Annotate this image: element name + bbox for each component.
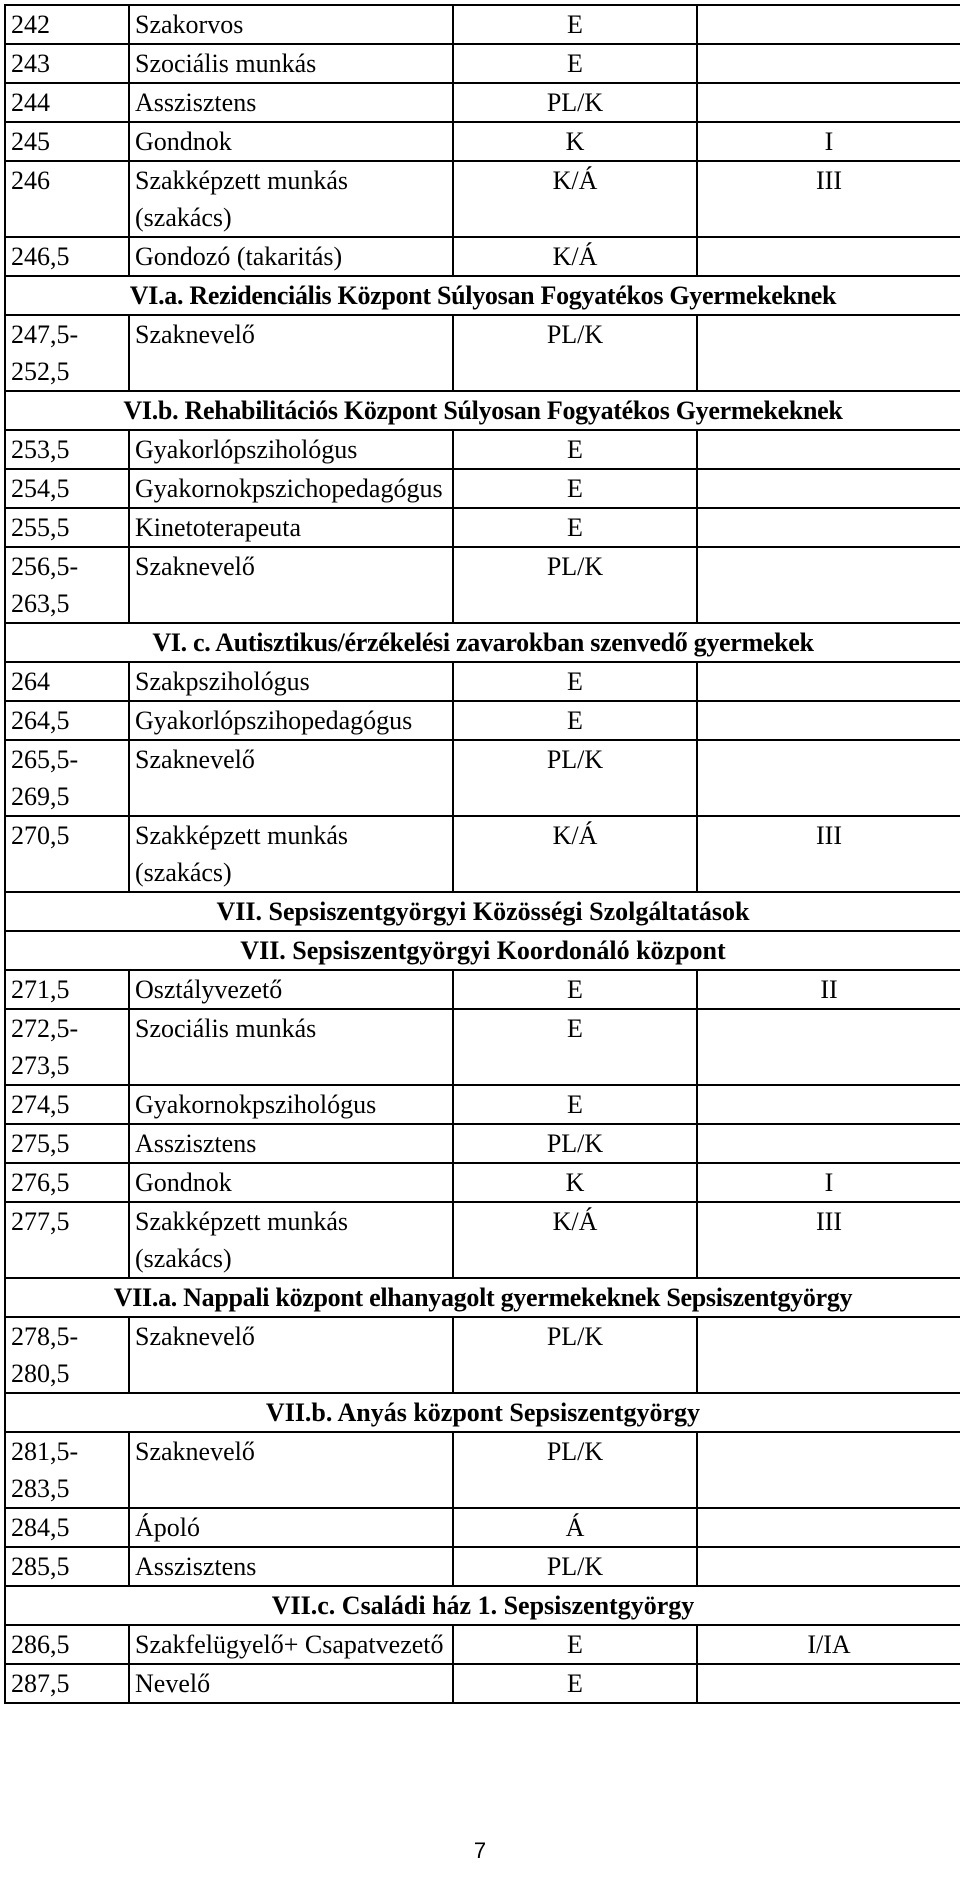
grade: [697, 430, 960, 469]
table-row: [5, 740, 960, 816]
row-number: 265,5-: [11, 745, 79, 774]
education-code: K/Á: [453, 1202, 697, 1278]
position-title: Szakorvos: [135, 10, 244, 39]
row-number: 256,5-: [11, 552, 79, 581]
position-title-cell: [129, 1009, 453, 1085]
row-number: 247,5-: [11, 320, 79, 349]
position-title: Szakképzett munkás: [135, 1207, 348, 1236]
grade: [697, 1124, 960, 1163]
education-code: E: [453, 1009, 697, 1085]
row-number-continued: 263,5: [11, 589, 70, 618]
table-row: [5, 1547, 960, 1586]
position-title: Nevelő: [135, 1669, 211, 1698]
position-title-cell: [129, 237, 453, 276]
education-code: K: [453, 122, 697, 161]
education-code: E: [453, 701, 697, 740]
row-number-cell: [5, 508, 129, 547]
table-row: [5, 1432, 960, 1508]
row-number: 264,5: [11, 706, 70, 735]
row-number-cell: [5, 662, 129, 701]
row-number: 287,5: [11, 1669, 70, 1698]
position-title-cell: [129, 1163, 453, 1202]
section-heading: VII.b. Anyás központ Sepsiszentgyörgy: [5, 1393, 960, 1432]
row-number-cell: [5, 1547, 129, 1586]
grade: [697, 508, 960, 547]
section-heading: VII. Sepsiszentgyörgyi Közösségi Szolgáltatások: [5, 892, 960, 931]
row-number: 246,5: [11, 242, 70, 271]
grade: [697, 469, 960, 508]
row-number-cell: [5, 1625, 129, 1664]
education-code: PL/K: [453, 315, 697, 391]
grade: [697, 1432, 960, 1508]
position-title-cell: [129, 508, 453, 547]
section-heading-row: [5, 892, 960, 931]
position-title-cell: [129, 740, 453, 816]
position-title-cell: [129, 1664, 453, 1703]
table-row: [5, 1508, 960, 1547]
position-title-cell: [129, 44, 453, 83]
row-number-cell: [5, 701, 129, 740]
row-number: 284,5: [11, 1513, 70, 1542]
table-row: [5, 662, 960, 701]
position-title-cell: [129, 83, 453, 122]
position-title: Szaknevelő: [135, 745, 255, 774]
table-row: [5, 1085, 960, 1124]
row-number: 242: [11, 10, 50, 39]
education-code: K/Á: [453, 237, 697, 276]
education-code: E: [453, 469, 697, 508]
position-title-cell: [129, 1508, 453, 1547]
education-code: PL/K: [453, 83, 697, 122]
position-title-cell: [129, 1317, 453, 1393]
position-title-cell: [129, 430, 453, 469]
section-heading-row: [5, 1278, 960, 1317]
row-number-cell: [5, 1664, 129, 1703]
row-number-cell: [5, 1009, 129, 1085]
position-title: Osztályvezető: [135, 975, 283, 1004]
row-number-cell: [5, 5, 129, 44]
table-row: [5, 469, 960, 508]
row-number: 255,5: [11, 513, 70, 542]
table-row: [5, 161, 960, 237]
positions-table: [4, 4, 960, 1704]
table-row: [5, 1202, 960, 1278]
education-code: PL/K: [453, 740, 697, 816]
position-title: Szakpszihológus: [135, 667, 310, 696]
position-title-cell: [129, 5, 453, 44]
grade: [697, 5, 960, 44]
section-heading: VII.a. Nappali központ elhanyagolt gyermekeknek Sepsiszentgyörgy: [5, 1278, 960, 1317]
positions-table-body: [5, 5, 960, 1703]
table-row: [5, 508, 960, 547]
position-title: Szakfelügyelő+ Csapatvezető: [135, 1630, 444, 1659]
position-title: Gondnok: [135, 127, 232, 156]
table-row: [5, 315, 960, 391]
row-number: 254,5: [11, 474, 70, 503]
row-number: 274,5: [11, 1090, 70, 1119]
row-number-cell: [5, 122, 129, 161]
education-code: K/Á: [453, 816, 697, 892]
row-number-cell: [5, 1124, 129, 1163]
education-code: E: [453, 662, 697, 701]
row-number-cell: [5, 816, 129, 892]
grade: II: [697, 970, 960, 1009]
grade: III: [697, 816, 960, 892]
table-row: [5, 816, 960, 892]
position-title-cell: [129, 161, 453, 237]
position-title-cell: [129, 122, 453, 161]
position-title-cell: [129, 701, 453, 740]
education-code: PL/K: [453, 1432, 697, 1508]
section-heading-row: [5, 1393, 960, 1432]
grade: [697, 1009, 960, 1085]
row-number-cell: [5, 970, 129, 1009]
position-title: Gyakorlópszihológus: [135, 435, 358, 464]
education-code: K: [453, 1163, 697, 1202]
position-title: Gyakornokpszichopedagógus: [135, 474, 443, 503]
education-code: E: [453, 1664, 697, 1703]
row-number: 281,5-: [11, 1437, 79, 1466]
section-heading: VI.a. Rezidenciális Központ Súlyosan Fogyatékos Gyermekeknek: [5, 276, 960, 315]
row-number: 253,5: [11, 435, 70, 464]
education-code: PL/K: [453, 1317, 697, 1393]
section-heading: VII.c. Családi ház 1. Sepsiszentgyörgy: [5, 1586, 960, 1625]
position-title-cell: [129, 315, 453, 391]
row-number: 270,5: [11, 821, 70, 850]
grade: [697, 740, 960, 816]
table-row: [5, 5, 960, 44]
grade: [697, 237, 960, 276]
table-row: [5, 1625, 960, 1664]
education-code: PL/K: [453, 1547, 697, 1586]
page-number: 7: [473, 1838, 487, 1863]
position-title: Szakképzett munkás: [135, 166, 348, 195]
table-row: [5, 83, 960, 122]
row-number-cell: [5, 315, 129, 391]
row-number-cell: [5, 740, 129, 816]
grade: I/IA: [697, 1625, 960, 1664]
position-title: Szociális munkás: [135, 1014, 317, 1043]
position-title-cell: [129, 662, 453, 701]
table-row: [5, 1124, 960, 1163]
grade: I: [697, 1163, 960, 1202]
position-title-continued: (szakács): [135, 858, 232, 887]
table-row: [5, 122, 960, 161]
position-title: Asszisztens: [135, 88, 257, 117]
education-code: E: [453, 1625, 697, 1664]
table-row: [5, 237, 960, 276]
position-title: Kinetoterapeuta: [135, 513, 302, 542]
position-title: Asszisztens: [135, 1129, 257, 1158]
education-code: E: [453, 970, 697, 1009]
row-number-cell: [5, 469, 129, 508]
section-heading: VII. Sepsiszentgyörgyi Koordonáló központ: [5, 931, 960, 970]
position-title-cell: [129, 1124, 453, 1163]
row-number-cell: [5, 1432, 129, 1508]
row-number: 245: [11, 127, 50, 156]
row-number: 286,5: [11, 1630, 70, 1659]
row-number: 275,5: [11, 1129, 70, 1158]
education-code: Á: [453, 1508, 697, 1547]
grade: [697, 1085, 960, 1124]
row-number: 278,5-: [11, 1322, 79, 1351]
row-number: 243: [11, 49, 50, 78]
row-number-continued: 273,5: [11, 1051, 70, 1080]
position-title-cell: [129, 1202, 453, 1278]
section-heading-row: [5, 623, 960, 662]
position-title-cell: [129, 1547, 453, 1586]
grade: [697, 44, 960, 83]
row-number-cell: [5, 1202, 129, 1278]
table-row: [5, 1317, 960, 1393]
position-title-cell: [129, 816, 453, 892]
table-row: [5, 1163, 960, 1202]
position-title: Gyakornokpszihológus: [135, 1090, 377, 1119]
education-code: E: [453, 1085, 697, 1124]
position-title: Gyakorlópszihopedagógus: [135, 706, 413, 735]
row-number: 277,5: [11, 1207, 70, 1236]
row-number-cell: [5, 44, 129, 83]
education-code: E: [453, 508, 697, 547]
grade: [697, 83, 960, 122]
grade: [697, 1317, 960, 1393]
education-code: E: [453, 5, 697, 44]
section-heading: VI.b. Rehabilitációs Központ Súlyosan Fogyatékos Gyermekeknek: [5, 391, 960, 430]
section-heading-row: [5, 391, 960, 430]
position-title-cell: [129, 547, 453, 623]
grade: [697, 547, 960, 623]
position-title: Szaknevelő: [135, 320, 255, 349]
grade: I: [697, 122, 960, 161]
grade: [697, 662, 960, 701]
section-heading: VI. c. Autisztikus/érzékelési zavarokban szenvedő gyermekek: [5, 623, 960, 662]
row-number-continued: 283,5: [11, 1474, 70, 1503]
row-number: 246: [11, 166, 50, 195]
row-number: 276,5: [11, 1168, 70, 1197]
row-number-cell: [5, 1085, 129, 1124]
education-code: PL/K: [453, 1124, 697, 1163]
row-number-cell: [5, 1163, 129, 1202]
table-row: [5, 44, 960, 83]
position-title-continued: (szakács): [135, 203, 232, 232]
position-title-cell: [129, 469, 453, 508]
grade: III: [697, 1202, 960, 1278]
position-title: Szociális munkás: [135, 49, 317, 78]
position-title: Szaknevelő: [135, 552, 255, 581]
row-number-continued: 252,5: [11, 357, 70, 386]
grade: [697, 1664, 960, 1703]
row-number-continued: 280,5: [11, 1359, 70, 1388]
section-heading-row: [5, 1586, 960, 1625]
table-row: [5, 701, 960, 740]
section-heading-row: [5, 276, 960, 315]
table-row: [5, 1664, 960, 1703]
grade: [697, 1547, 960, 1586]
row-number-cell: [5, 430, 129, 469]
row-number: 271,5: [11, 975, 70, 1004]
row-number-cell: [5, 1317, 129, 1393]
position-title-continued: (szakács): [135, 1244, 232, 1273]
position-title-cell: [129, 970, 453, 1009]
table-row: [5, 547, 960, 623]
position-title-cell: [129, 1085, 453, 1124]
grade: III: [697, 161, 960, 237]
row-number-cell: [5, 83, 129, 122]
table-row: [5, 1009, 960, 1085]
position-title: Asszisztens: [135, 1552, 257, 1581]
row-number: 285,5: [11, 1552, 70, 1581]
position-title: Ápoló: [135, 1513, 200, 1542]
table-row: [5, 430, 960, 469]
grade: [697, 701, 960, 740]
position-title-cell: [129, 1432, 453, 1508]
position-title-cell: [129, 1625, 453, 1664]
education-code: E: [453, 430, 697, 469]
grade: [697, 1508, 960, 1547]
education-code: E: [453, 44, 697, 83]
row-number-continued: 269,5: [11, 782, 70, 811]
row-number-cell: [5, 161, 129, 237]
row-number: 244: [11, 88, 50, 117]
position-title: Szakképzett munkás: [135, 821, 348, 850]
position-title: Gondozó (takaritás): [135, 242, 343, 271]
education-code: PL/K: [453, 547, 697, 623]
row-number-cell: [5, 1508, 129, 1547]
table-row: [5, 970, 960, 1009]
row-number-cell: [5, 237, 129, 276]
education-code: K/Á: [453, 161, 697, 237]
grade: [697, 315, 960, 391]
position-title: Szaknevelő: [135, 1322, 255, 1351]
row-number: 264: [11, 667, 50, 696]
position-title: Szaknevelő: [135, 1437, 255, 1466]
section-heading-row: [5, 931, 960, 970]
position-title: Gondnok: [135, 1168, 232, 1197]
row-number: 272,5-: [11, 1014, 79, 1043]
row-number-cell: [5, 547, 129, 623]
